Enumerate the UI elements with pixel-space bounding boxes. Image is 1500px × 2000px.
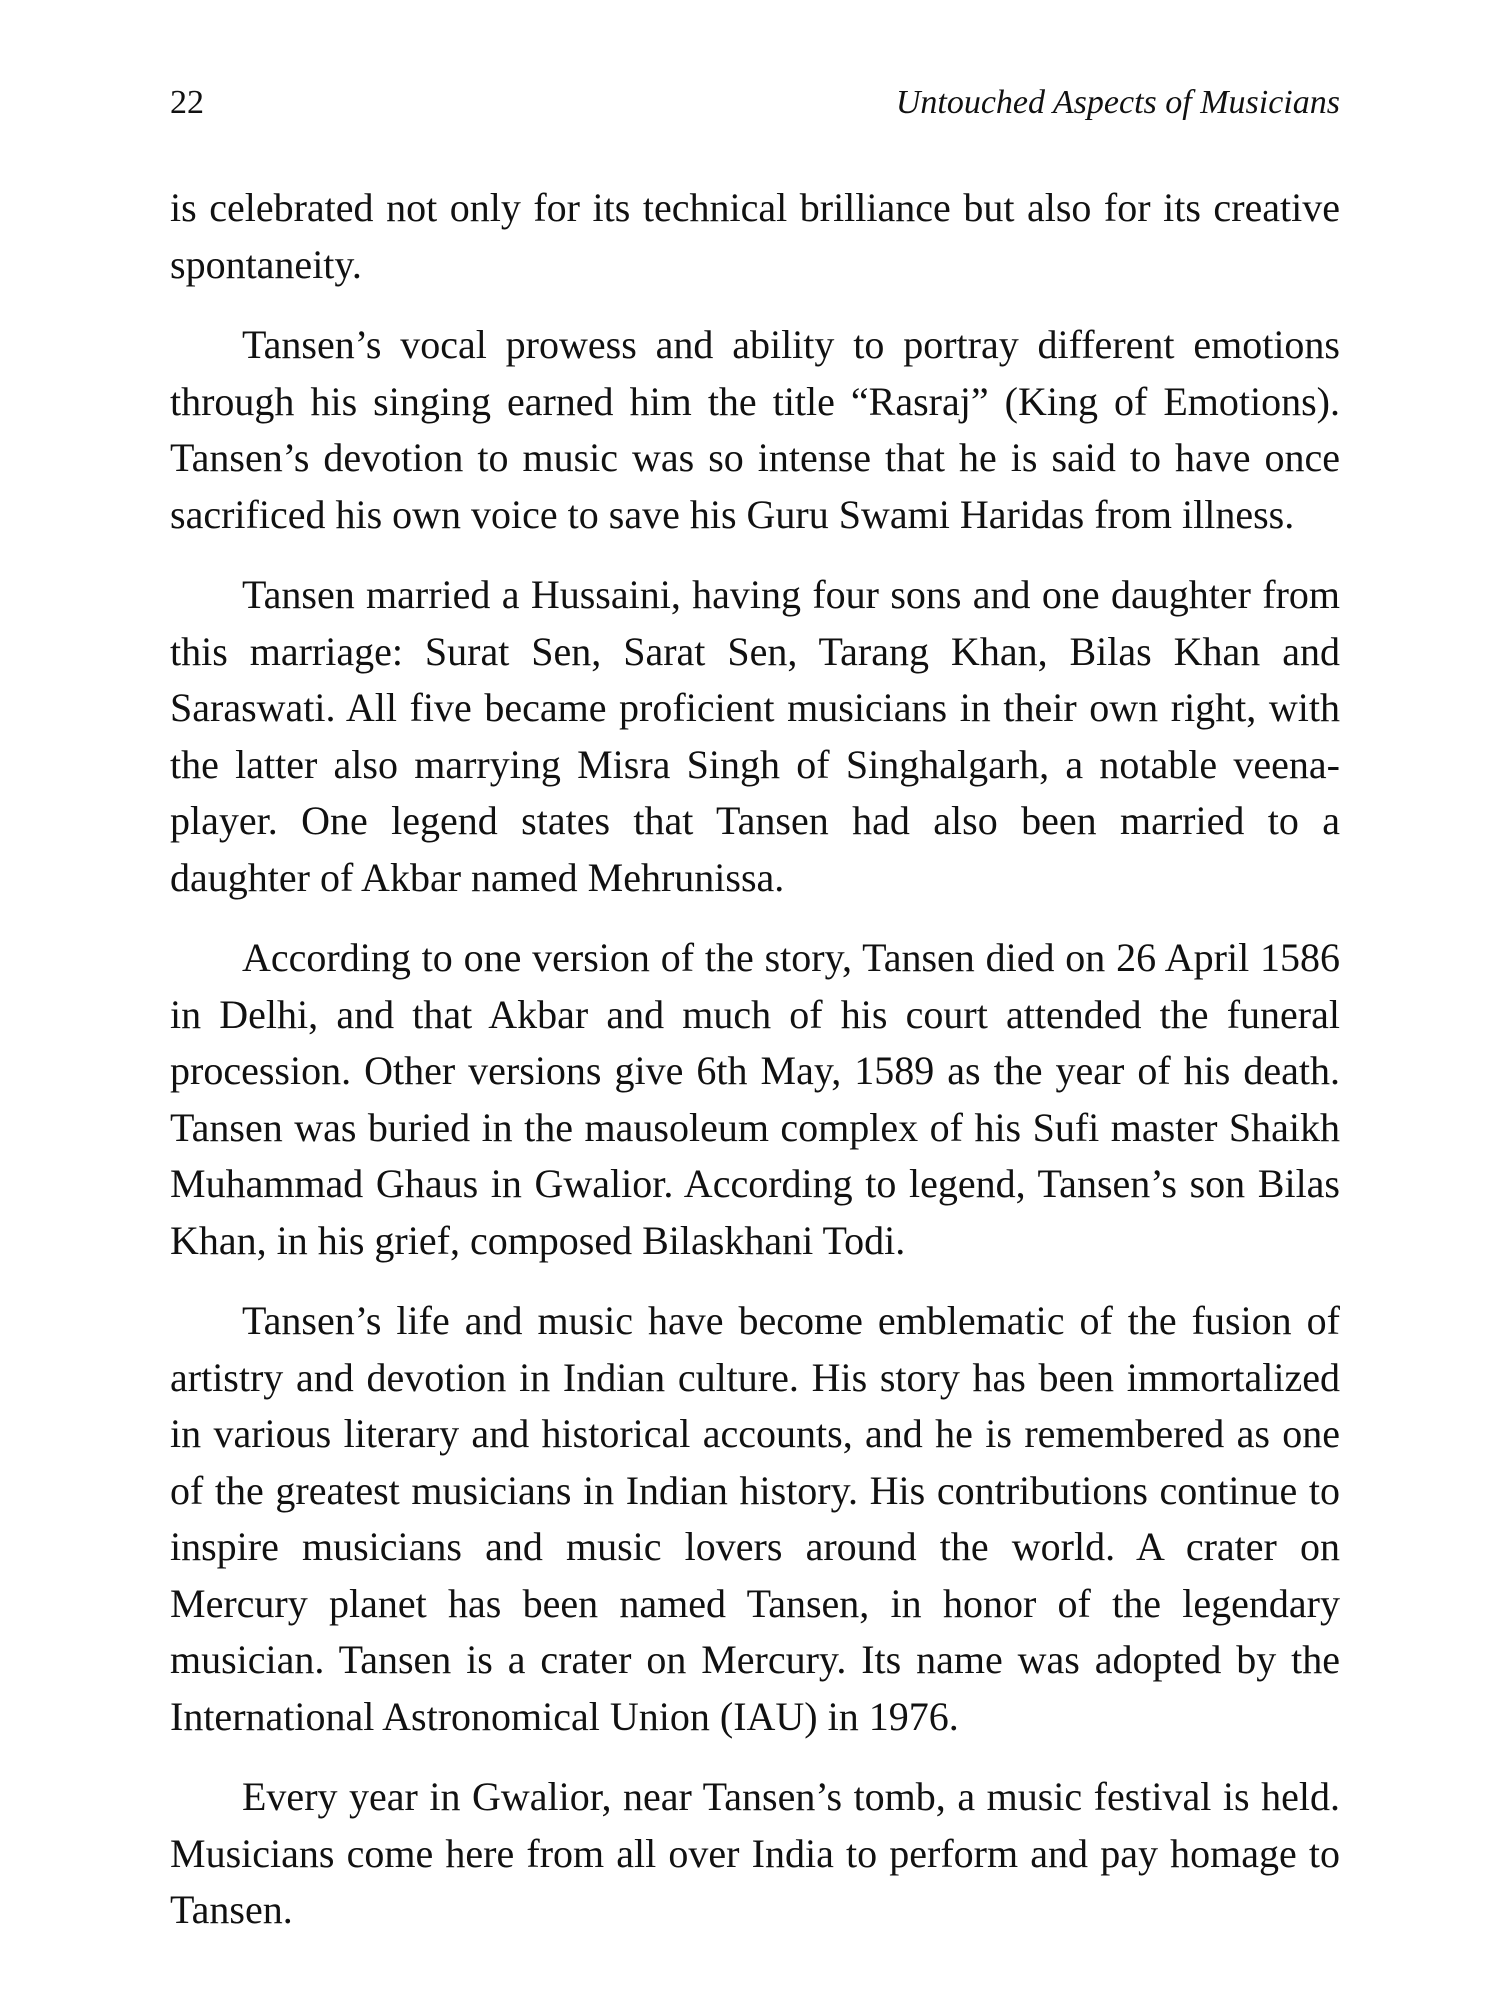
paragraph-death: According to one version of the story, Tansen died on 26 April 1586 in Delhi, and that Akbar and much of his court attended the funeral procession. Other versions give 6th May, 1589 as the year of his death. Tansen was buried in the mausoleum complex of his Sufi master Shaikh Muhammad Ghaus in Gwalior. According to legend, Tansen’s son Bilas Khan, in his grief, composed Bilaskhani Todi. xyxy=(170,935,1340,1263)
page-header xyxy=(170,78,1340,138)
page-number: 22 xyxy=(170,84,204,121)
running-head: Untouched Aspects of Musicians xyxy=(895,84,1340,121)
paragraph-rasraj: Tansen’s vocal prowess and ability to portray different emotions through his singing earned him the title “Rasraj” (King of Emotions). Tansen’s devotion to music was so intense that he is said to have once sacrificed his own voice to save his Guru Swami Haridas from illness. xyxy=(170,322,1340,537)
paragraph-legacy: Tansen’s life and music have become emblematic of the fusion of artistry and devotion in Indian culture. His story has been immortalized in various literary and historical accounts, and he is remembered as one of the greatest musicians in Indian history. His contributions continue to inspire musicians and music lovers around the world. A crater on Mercury planet has been named Tansen, in honor of the legendary musician. Tansen is a crater on Mercury. Its name was adopted by the International Astronomical Union (IAU) in 1976. xyxy=(170,1298,1340,1739)
paragraph-festival: Every year in Gwalior, near Tansen’s tomb, a music festival is held. Musicians come here from all over India to perform and pay homage to Tansen. xyxy=(170,1774,1340,1932)
paragraph-marriage: Tansen married a Hussaini, having four sons and one daughter from this marriage: Surat Sen, Sarat Sen, Tarang Khan, Bilas Khan and Saraswati. All five became proficient musicians in their own right, with the latter also marrying Misra Singh of Singhalgarh, a notable veena-player. One legend states that Tansen had also been married to a daughter of Akbar named Mehrunissa. xyxy=(170,572,1340,900)
paragraph-continuation: is celebrated not only for its technical brilliance but also for its creative spontaneity. xyxy=(170,185,1340,287)
body-text xyxy=(170,180,1340,1963)
